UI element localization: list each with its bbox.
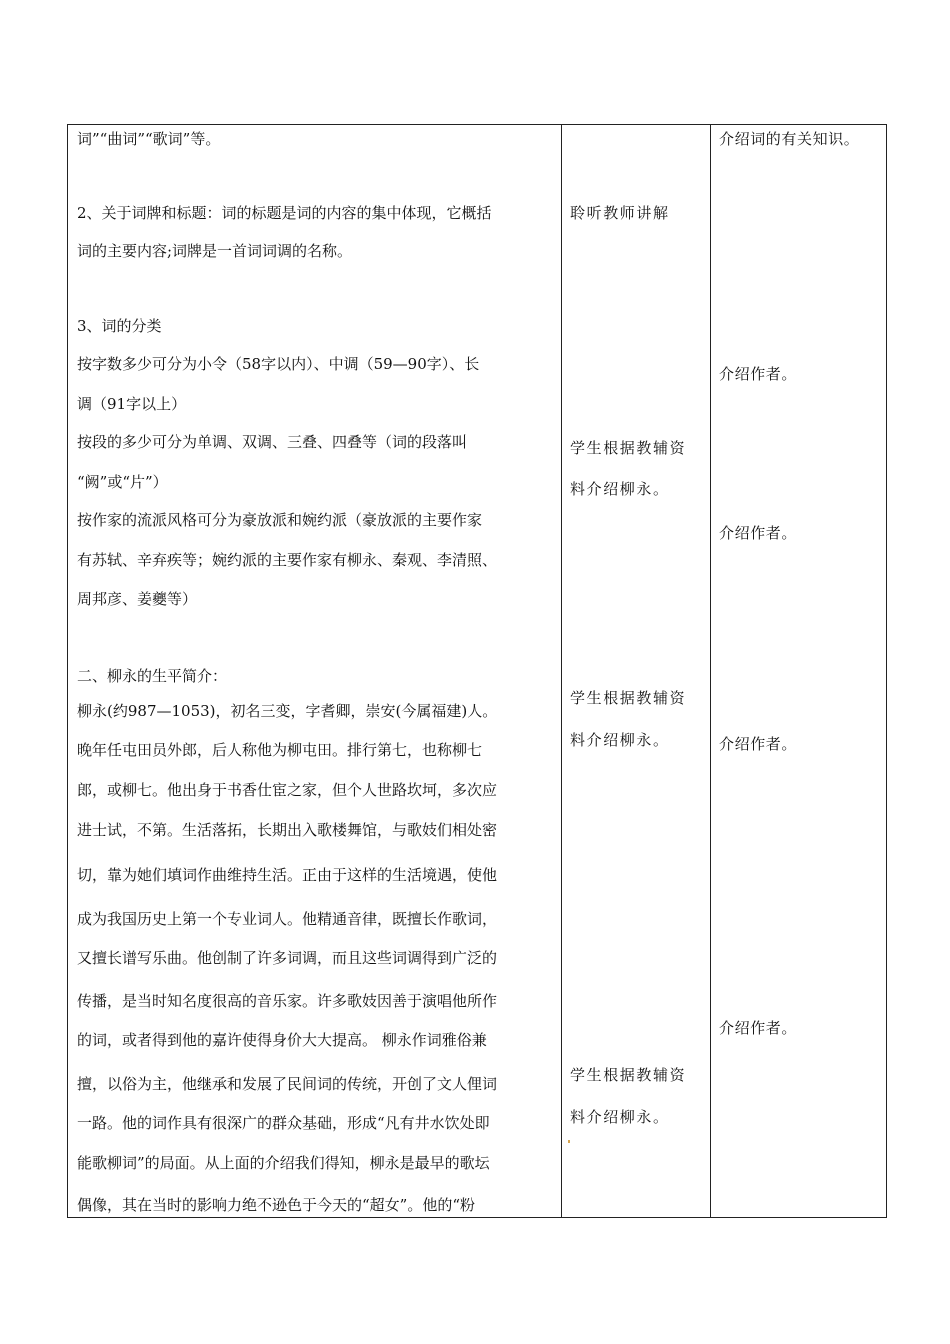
text-line: 能歌柳词”的局面。从上面的介绍我们得知，柳永是最早的歌坛	[77, 1154, 490, 1172]
activity-text: 学生根据教辅资	[570, 689, 687, 707]
design-intent-column	[710, 125, 886, 1217]
text-line: 2、关于词牌和标题：词的标题是词的内容的集中体现，它概括	[77, 204, 492, 222]
activity-text: 聆听教师讲解	[570, 204, 670, 222]
intent-text: 介绍作者。	[719, 365, 798, 383]
text-line: 晚年任屯田员外郎，后人称他为柳屯田。排行第七，也称柳七	[77, 741, 483, 759]
text-line: 按作家的流派风格可分为豪放派和婉约派（豪放派的主要作家	[77, 511, 483, 529]
activity-text: 料介绍柳永。	[570, 480, 670, 498]
student-activity-column	[561, 125, 710, 1217]
intent-text: 介绍作者。	[719, 735, 798, 753]
activity-text: 学生根据教辅资	[570, 1066, 687, 1084]
text-line: 又擅长谱写乐曲。他创制了许多词调，而且这些词调得到广泛的	[77, 949, 498, 967]
text-line: 二、柳永的生平简介：	[77, 667, 228, 685]
activity-text: 学生根据教辅资	[570, 439, 687, 457]
activity-text: 料介绍柳永。	[570, 731, 670, 749]
text-line: 词的主要内容;词牌是一首词词调的名称。	[77, 242, 353, 260]
text-line: 3、词的分类	[77, 317, 162, 335]
text-line: 柳永(约987—1053)，初名三变，字耆卿，崇安(今属福建)人。	[77, 702, 498, 720]
text-line: 按字数多少可分为小令（58字以内）、中调（59—90字）、长	[77, 355, 480, 373]
content-column	[68, 125, 561, 1217]
mark-dot	[568, 1140, 570, 1143]
lesson-plan-table	[67, 124, 887, 1218]
text-line: 周邦彦、姜夔等）	[77, 590, 198, 608]
text-line: 按段的多少可分为单调、双调、三叠、四叠等（词的段落叫	[77, 433, 468, 451]
intent-text: 介绍作者。	[719, 524, 798, 542]
text-line: 偶像，其在当时的影响力绝不逊色于今天的“超女”。他的“粉	[77, 1196, 476, 1214]
text-line: 调（91字以上）	[77, 395, 187, 413]
text-line: “阙”或“片”）	[77, 473, 168, 491]
text-line: 有苏轼、辛弃疾等；婉约派的主要作家有柳永、秦观、李清照、	[77, 551, 498, 569]
text-line: 传播，是当时知名度很高的音乐家。许多歌妓因善于演唱他所作	[77, 992, 498, 1010]
text-line: 切，靠为她们填词作曲维持生活。正由于这样的生活境遇，使他	[77, 866, 498, 884]
intent-text: 介绍词的有关知识。	[719, 130, 860, 148]
text-line: 的词，或者得到他的嘉许使得身价大大提高。 柳永作词雅俗兼	[77, 1031, 487, 1049]
intent-text: 介绍作者。	[719, 1019, 798, 1037]
text-line: 擅，以俗为主，他继承和发展了民间词的传统，开创了文人俚词	[77, 1075, 498, 1093]
text-line: 郎，或柳七。他出身于书香仕宦之家，但个人世路坎坷，多次应	[77, 781, 498, 799]
text-line: 一路。他的词作具有很深广的群众基础，形成“凡有井水饮处即	[77, 1114, 490, 1132]
text-line: 成为我国历史上第一个专业词人。他精通音律，既擅长作歌词，	[77, 910, 498, 928]
text-line: 进士试，不第。生活落拓，长期出入歌楼舞馆，与歌妓们相处密	[77, 821, 498, 839]
text-line: 词”“曲词”“歌词”等。	[77, 130, 221, 148]
activity-text: 料介绍柳永。	[570, 1108, 670, 1126]
